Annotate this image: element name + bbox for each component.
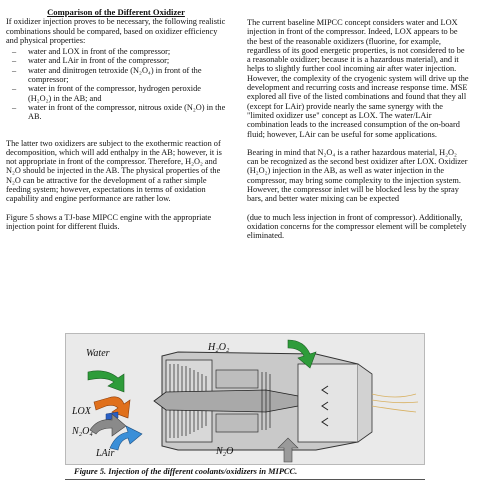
- n2o-label: N₂O: [216, 446, 234, 457]
- list-item: – water and dinitrogen tetroxide (N₂O₄) in front of the compressor;: [6, 66, 226, 85]
- water-label: Water: [86, 348, 110, 359]
- body-paragraph: Figure 5 shows a TJ-base MIPCC engine with the appropriate injection point for different fluids.: [6, 212, 212, 231]
- list-item: – water in front of the compressor, hydrogen peroxide (H₂O₂) in the AB; and: [6, 84, 226, 103]
- engine-diagram: [66, 334, 426, 466]
- left-column: [6, 8, 226, 231]
- n2o4-label: N₂O₄: [72, 426, 93, 437]
- body-paragraph: The current baseline MIPCC concept considers water and LOX injection in front of the compressor. Indeed, LOX appears to be the best of the reasonable oxidizers (fluorine, for example, regardless of its good energetic properties, is not considered to be a reasonable oxidizer; because it is a hazardous material), and it helps to slightly further cool incoming air after water injection. However, the complexity of the cryogenic system will drive up the development and recurring costs and increase response time. MSE explored all five of the listed combinations and found that they all (except for LAir) provide nearly the same synergy with the "limited oxidizer use" concept as LOX. The water/LAir combination leads to the increased consumption of the on-board fluid; however, LAir can be useful for some applications.: [247, 18, 469, 139]
- h2o2-label: H₂O₂: [208, 342, 230, 353]
- list-item: – water in front of the compressor, nitrous oxide (N₂O) in the AB.: [6, 103, 226, 122]
- list-item: – water and LAir in front of the compressor;: [6, 56, 226, 65]
- water-arrow: [88, 371, 124, 392]
- engine-core: [154, 390, 298, 412]
- body-paragraph: Bearing in mind that N₂O₄ is a rather hazardous material, H₂O₂ can be recognized as the second best oxidizer after LOX. Oxidizer (H₂O₂) injection in the AB, as well as water injection in the compressor, may bring some complexity to the injection system. However, the compressor inlet will be blocked less by the spray bars, and better water mixing can be expected: [247, 147, 468, 204]
- intro-paragraph: If oxidizer injection proves to be necessary, the following realistic combinations should be compared, based on oxidizer efficiency and physical properties:: [6, 17, 226, 45]
- body-paragraph: (due to much less injection in front of compressor). Additionally, oxidation concerns for the compressor element will be completely eliminated.: [247, 212, 467, 241]
- nozzle: [358, 364, 372, 442]
- exhaust-plume: [372, 394, 418, 412]
- afterburner-duct: [298, 364, 358, 442]
- lox-label: LOX: [72, 406, 91, 417]
- combination-list: [6, 47, 226, 121]
- combustor-lower: [216, 414, 258, 432]
- caption-divider: [65, 479, 425, 480]
- lair-label: LAir: [96, 448, 115, 459]
- right-column: [247, 8, 469, 241]
- body-paragraph: The latter two oxidizers are subject to the exothermic reaction of decomposition, which will add enthalpy in the AB; however, it is not appropriate in front of the compressor. Therefore, H₂O₂ and N₂O should be injected in the AB. The physical properties of the N₂O can be attractive for the development of a rather simple feeding system; however, expectations in terms of oxidation capability and engine performance are rather low.: [6, 138, 222, 204]
- list-item: – water and LOX in front of the compressor;: [6, 47, 226, 56]
- section-heading: Comparison of the Different Oxidizer: [47, 7, 185, 17]
- figure-caption: Figure 5. Injection of the different coolants/oxidizers in MIPCC.: [74, 467, 298, 476]
- engine-figure: [65, 333, 425, 465]
- combustor-upper: [216, 370, 258, 388]
